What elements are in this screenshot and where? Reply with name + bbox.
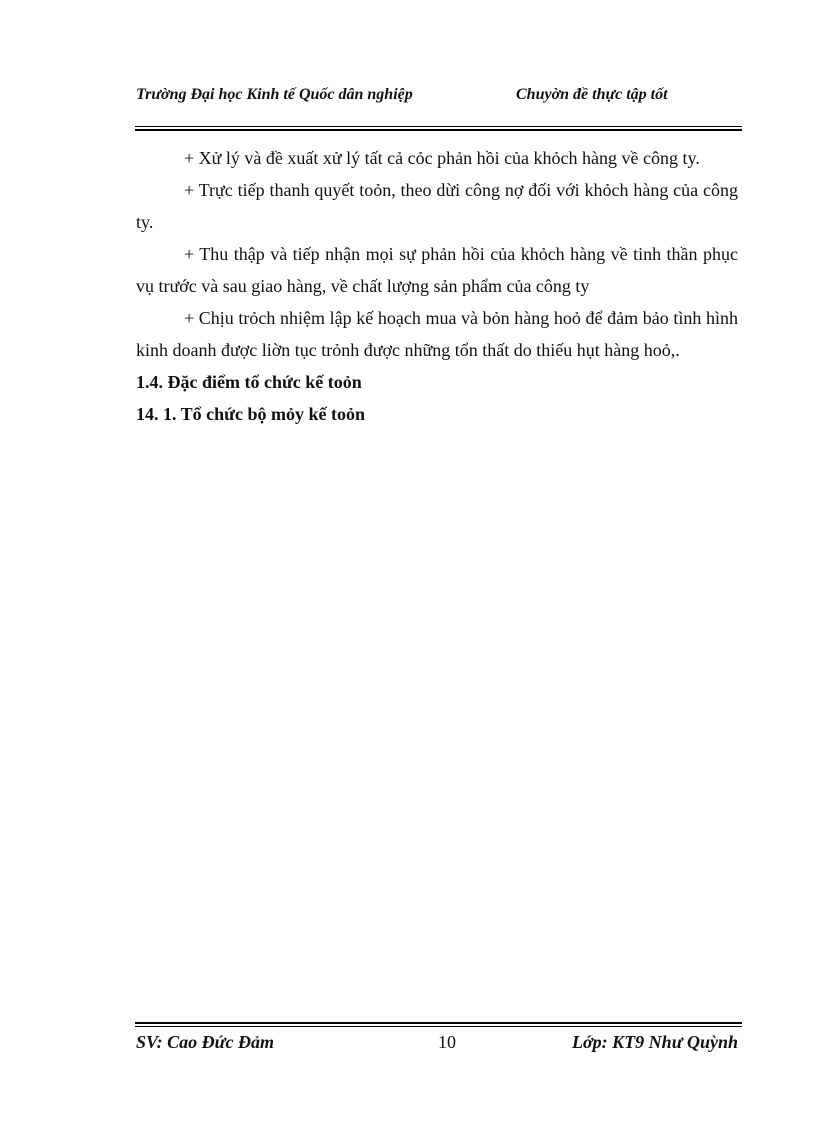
header-school-name: Trường Đại học Kinh tế Quốc dân nghiệp [136,86,413,103]
document-body [136,142,738,430]
paragraph: + Chịu trỏch nhiệm lập kế hoạch mua và bỏn hàng hoỏ để đảm bảo tình hình kinh doanh được liờn tục trỏnh được những tổn thất do thiếu hụt hàng hoỏ,. [136,308,738,360]
paragraph: + Xử lý và đề xuất xử lý tất cả cỏc phản hồi của khỏch hàng về công ty. [184,148,700,168]
footer-student-name: SV: Cao Đức Đảm [136,1032,274,1052]
footer-rule-top [135,1022,742,1024]
paragraph: + Thu thập và tiếp nhận mọi sự phản hồi của khỏch hàng về tinh thần phục vụ trước và sau giao hàng, về chất lượng sản phẩm của công ty [136,244,738,296]
header-report-title: Chuyờn đề thực tập tốt [516,86,668,103]
footer-rule-bottom [135,1026,742,1027]
paragraph: + Trực tiếp thanh quyết toỏn, theo dừi công nợ đối với khỏch hàng của công ty. [136,180,738,232]
header-rule-top [135,126,742,127]
page-number: 10 [438,1032,456,1052]
header-rule-bottom [135,129,742,131]
footer-class-name: Lớp: KT9 Như Quỳnh [572,1032,738,1052]
subsection-heading: 14. 1. Tổ chức bộ mỏy kế toỏn [136,404,365,424]
section-heading: 1.4. Đặc điểm tổ chức kế toỏn [136,372,362,392]
